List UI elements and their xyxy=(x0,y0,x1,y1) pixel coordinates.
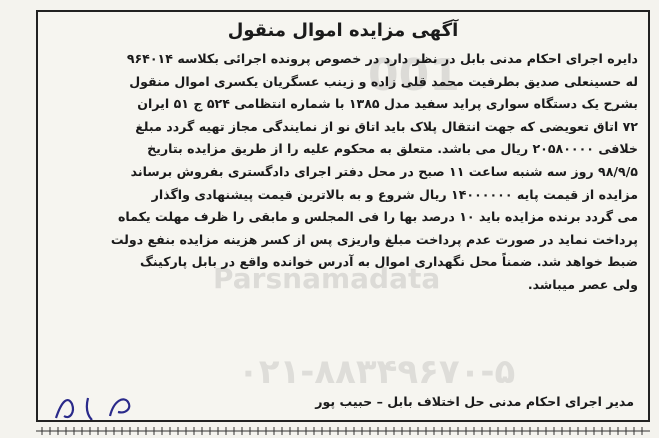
watermark-phone: ۰۲۱-۸۸۳۴۹۶۷۰-۵ xyxy=(238,352,516,392)
body-line: له حسینعلی صدیق بطرفیت محمد قلی زاده و زینب عسگریان یکسری اموال منقول xyxy=(129,73,638,89)
handwritten-number xyxy=(48,390,148,422)
watermark-text: Parsnamadata xyxy=(213,262,441,295)
body-line: ضبط خواهد شد. ضمناً محل نگهداری اموال به آدرس خوانده واقع در بابل پارکینگ xyxy=(140,254,638,270)
notice-title: آگهی مزایده اموال منقول xyxy=(227,20,459,41)
watermark-number: 001 xyxy=(368,50,460,101)
body-line: دایره اجرای احکام مدنی بابل در نظر دارد در خصوص پرونده اجرائی بکلاسه ۹۶۴۰۱۴ xyxy=(126,51,638,66)
body-line: ۹۸/۹/۵ روز سه شنبه ساعت ۱۱ صبح در محل دفتر اجرای دادگستری بفروش برساند xyxy=(130,163,638,179)
ruler-ticks xyxy=(36,426,650,436)
body-line: مزایده از قیمت پایه ۱۴۰۰۰۰۰۰ ریال شروع و به بالاترین قیمت پیشنهادی واگذار xyxy=(151,186,638,202)
body-line: ولی عصر میباشد. xyxy=(527,276,638,292)
notice-body xyxy=(50,48,638,297)
notice-frame xyxy=(36,10,650,422)
body-line: پرداخت نماید در صورت عدم پرداخت مبلغ واریزی پس از کسر هزینه مزایده بنفع دولت xyxy=(110,231,638,247)
body-line: ۷۲ اتاق تعویضی که جهت انتقال پلاک باید اتاق نو از نمایندگی مجاز تهیه گردد مبلغ xyxy=(135,118,638,134)
body-line: خلافی ۲۰۵۸۰۰۰۰ ریال می باشد. متعلق به محکوم علیه را از طریق مزایده بتاریخ xyxy=(147,141,638,157)
signature-line: مدیر اجرای احکام مدنی حل اختلاف بابل – حبیب پور xyxy=(315,394,634,409)
body-line: بشرح یک دستگاه سواری پراید سفید مدل ۱۳۸۵ با شماره انتظامی ۵۲۴ ج ۵۱ ایران xyxy=(137,96,638,112)
body-line: می گردد برنده مزایده باید ۱۰ درصد بها را فی المجلس و مابقی را ظرف مهلت یکماه xyxy=(117,209,638,225)
